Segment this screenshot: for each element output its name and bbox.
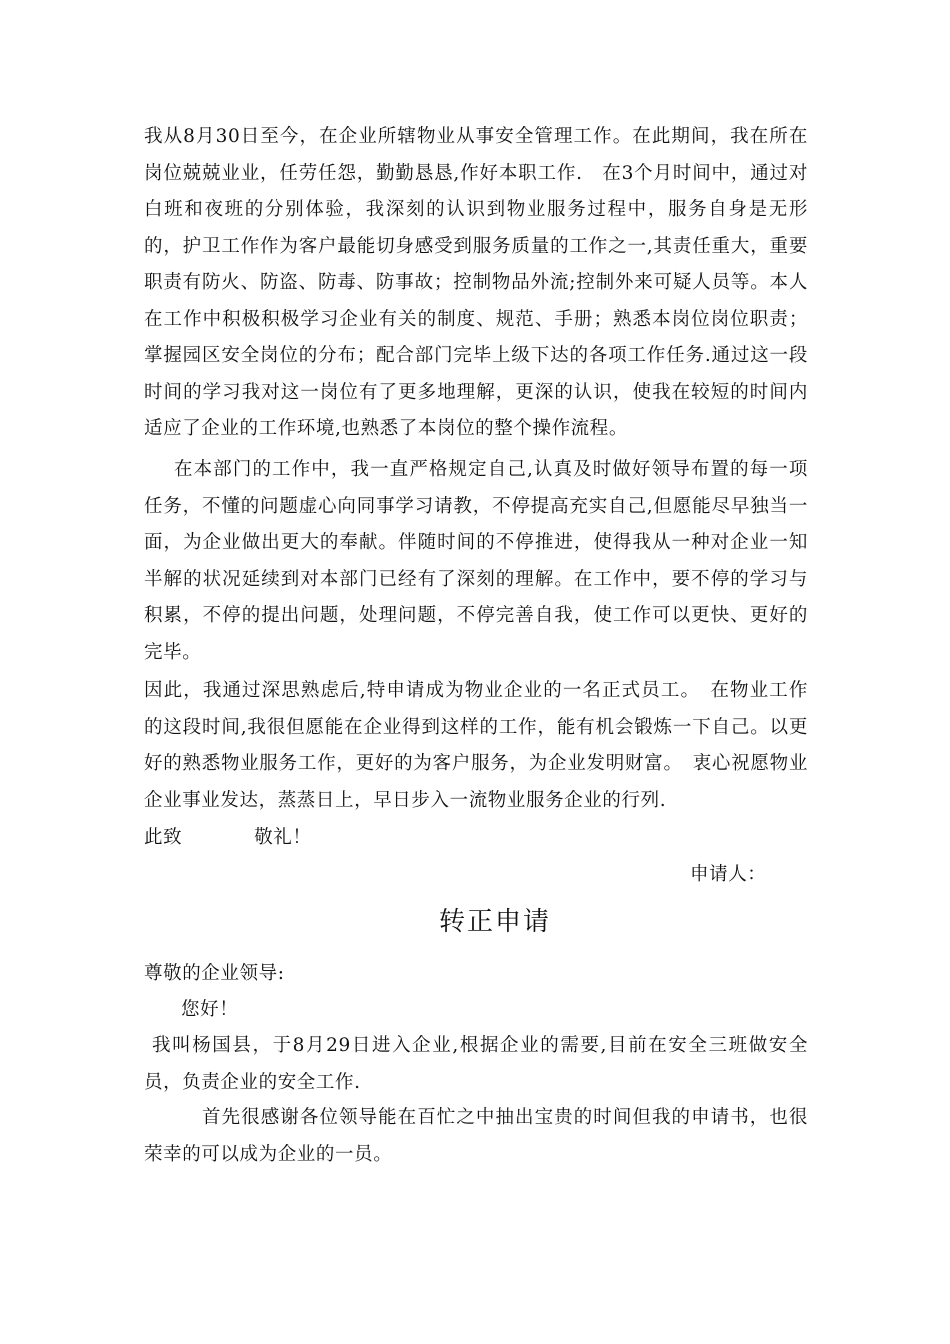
greeting-line: 您好！ (181, 999, 239, 1020)
body-paragraph-5: 首先很感谢各位领导能在百忙之中抽出宝贵的时间但我的申请书，也很荣幸的可以成为企业的一员。 (144, 1107, 808, 1165)
salutation: 尊敬的企业领导: (144, 963, 285, 984)
applicant-signature-label: 申请人： (690, 864, 767, 885)
body-paragraph-2: 在本部门的工作中，我一直严格规定自己,认真及时做好领导布置的每一项任务，不懂的问题虚心向同事学习请教，不停提高充实自己,但愿能尽早独当一面，为企业做出更大的奉献。伴随时间的不停推进，使得我从一种对企业一知半解的状况延续到对本部门已经有了深刻的理解。在工作中，要不停的学习与积累，不停的提出问题，处理问题，不停完善自我，使工作可以更快、更好的完毕。 (144, 459, 808, 663)
closing-line (144, 820, 312, 857)
document-title: 转正申请 (438, 907, 551, 937)
body-paragraph-3: 因此，我通过深思熟虑后,特申请成为物业企业的一名正式员工。 在物业工作的这段时间,我很但愿能在企业得到这样的工作，能有机会锻炼一下自己。以更好的熟悉物业服务工作，更好的为客户服务，为企业发明财富。 衷心祝愿物业企业事业发达，蒸蒸日上，早日步入一流物业服务企业的行列. (144, 680, 808, 811)
body-paragraph-1: 我从8月30日至今，在企业所辖物业从事安全管理工作。在此期间，我在所在岗位兢兢业业，任劳任怨，勤勤恳恳,作好本职工作. 在3个月时间中，通过对白班和夜班的分别体验，我深刻的认识到物业服务过程中，服务自身是无形的，护卫工作作为客户最能切身感受到服务质量的工作之一,其责任重大，重要职责有防火、防盗、防毒、防事故；控制物品外流;控制外来可疑人员等。本人在工作中积极积极学习企业有关的制度、规范、手册；熟悉本岗位岗位职责；掌握园区安全岗位的分布；配合部门完毕上级下达的各项工作任务.通过这一段时间的学习我对这一岗位有了更多地理解，更深的认识，使我在较短的时间内适应了企业的工作环境,也熟悉了本岗位的整个操作流程。 (144, 126, 808, 439)
closing-phrase: 此致 (144, 827, 183, 848)
body-paragraph-4: 我叫杨国县，于8月29日进入企业,根据企业的需要,目前在安全三班做安全员，负责企业的安全工作. (144, 1035, 808, 1093)
closing-salute: 敬礼！ (254, 827, 312, 848)
